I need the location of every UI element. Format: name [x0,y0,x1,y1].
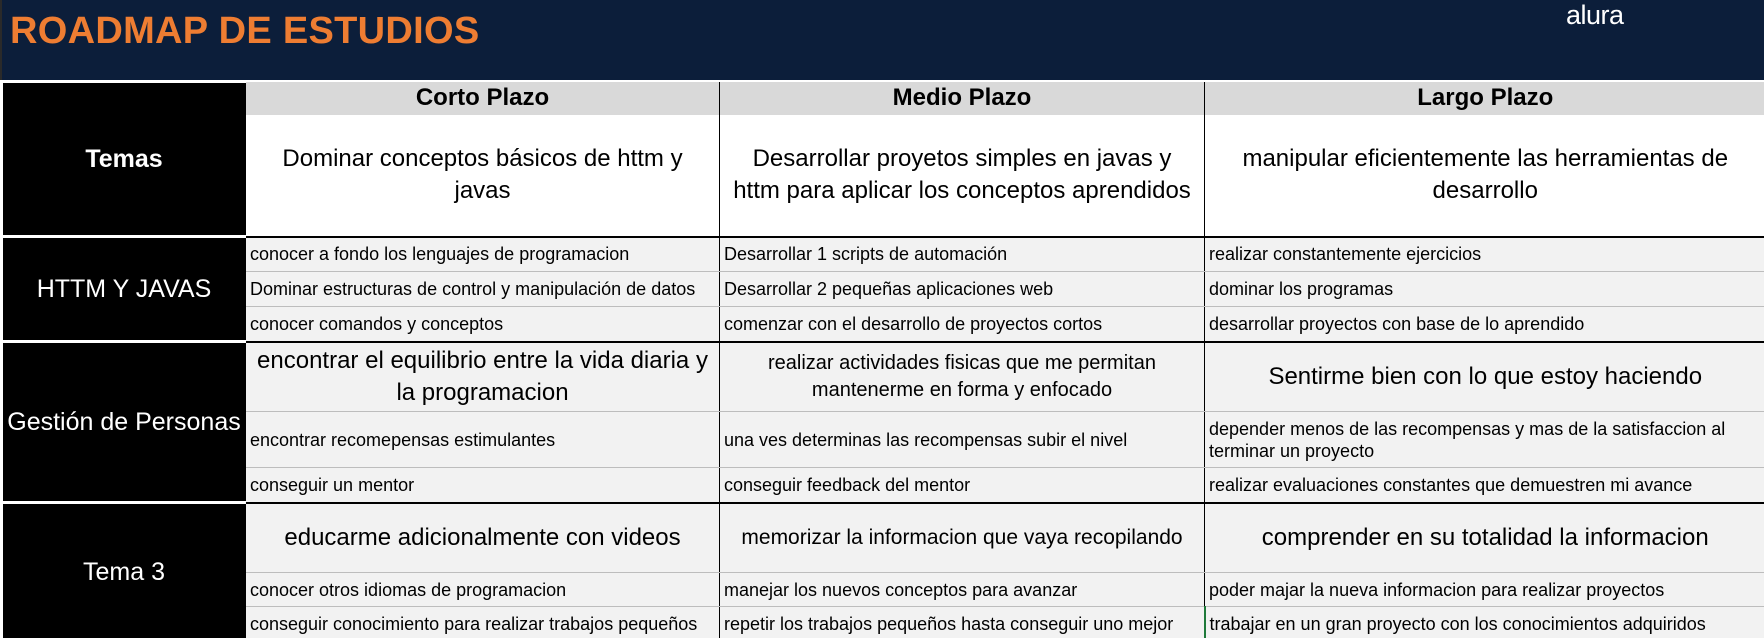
cell-gestion-r2-corto[interactable]: encontrar recomepensas estimulantes [246,412,720,468]
cell-tema3-r3-largo[interactable]: trabajar en un gran proyecto con los conocimientos adquiridos [1205,607,1764,638]
cell-tema3-r2-largo[interactable]: poder majar la nueva informacion para realizar proyectos [1205,573,1764,607]
roadmap-grid [0,80,1764,638]
cell-tema3-r1-corto[interactable]: educarme adicionalmente con videos [246,503,720,573]
cell-httm-r3-largo[interactable]: desarrollar proyectos con base de lo aprendido [1205,307,1764,342]
cell-tema3-r2-corto[interactable]: conocer otros idiomas de programacion [246,573,720,607]
cell-tema3-r1-medio[interactable]: memorizar la informacion que vaya recopilando [720,503,1205,573]
cell-tema3-r3-medio[interactable]: repetir los trabajos pequeños hasta conseguir uno mejor [720,607,1205,638]
cell-gestion-r2-medio[interactable]: una ves determinas las recompensas subir el nivel [720,412,1205,468]
cell-httm-r1-medio[interactable]: Desarrollar 1 scripts de automación [720,237,1205,272]
cell-gestion-r1-corto[interactable]: encontrar el equilibrio entre la vida diaria y la programacion [246,342,720,412]
header-banner [0,0,1764,80]
cell-gestion-r2-largo[interactable]: depender menos de las recompensas y mas de la satisfaccion al terminar un proyecto [1205,412,1764,468]
column-header-corto[interactable]: Corto Plazo [246,82,720,115]
category-temas[interactable]: Temas [2,82,246,237]
cell-httm-r1-largo[interactable]: realizar constantemente ejercicios [1205,237,1764,272]
cell-gestion-r3-largo[interactable]: realizar evaluaciones constantes que demuestren mi avance [1205,468,1764,503]
cell-temas-largo[interactable]: manipular eficientemente las herramientas de desarrollo [1205,115,1764,237]
category-gestion-personas[interactable]: Gestión de Personas [2,342,246,503]
cell-httm-r2-corto[interactable]: Dominar estructuras de control y manipulación de datos [246,272,720,307]
column-header-largo[interactable]: Largo Plazo [1205,82,1764,115]
cell-gestion-r1-medio[interactable]: realizar actividades fisicas que me permitan mantenerme en forma y enfocado [720,342,1205,412]
cell-tema3-r1-largo[interactable]: comprender en su totalidad la informacion [1205,503,1764,573]
cell-httm-r1-corto[interactable]: conocer a fondo los lenguajes de programacion [246,237,720,272]
category-httm-javas[interactable]: HTTM Y JAVAS [2,237,246,342]
cell-gestion-r1-largo[interactable]: Sentirme bien con lo que estoy haciendo [1205,342,1764,412]
cell-httm-r2-medio[interactable]: Desarrollar 2 pequeñas aplicaciones web [720,272,1205,307]
alura-logo: alura [1566,0,1624,30]
category-tema-3[interactable]: Tema 3 [2,503,246,638]
cell-httm-r3-corto[interactable]: conocer comandos y conceptos [246,307,720,342]
column-header-medio[interactable]: Medio Plazo [720,82,1205,115]
cell-tema3-r3-corto[interactable]: conseguir conocimiento para realizar trabajos pequeños [246,607,720,638]
cell-tema3-r2-medio[interactable]: manejar los nuevos conceptos para avanzar [720,573,1205,607]
cell-gestion-r3-medio[interactable]: conseguir feedback del mentor [720,468,1205,503]
cell-temas-corto[interactable]: Dominar conceptos básicos de httm y javas [246,115,720,237]
page-title: ROADMAP DE ESTUDIOS [10,10,480,52]
cell-temas-medio[interactable]: Desarrollar proyetos simples en javas y httm para aplicar los conceptos aprendidos [720,115,1205,237]
roadmap-table [0,80,1764,638]
cell-httm-r2-largo[interactable]: dominar los programas [1205,272,1764,307]
cell-httm-r3-medio[interactable]: comenzar con el desarrollo de proyectos cortos [720,307,1205,342]
cell-gestion-r3-corto[interactable]: conseguir un mentor [246,468,720,503]
